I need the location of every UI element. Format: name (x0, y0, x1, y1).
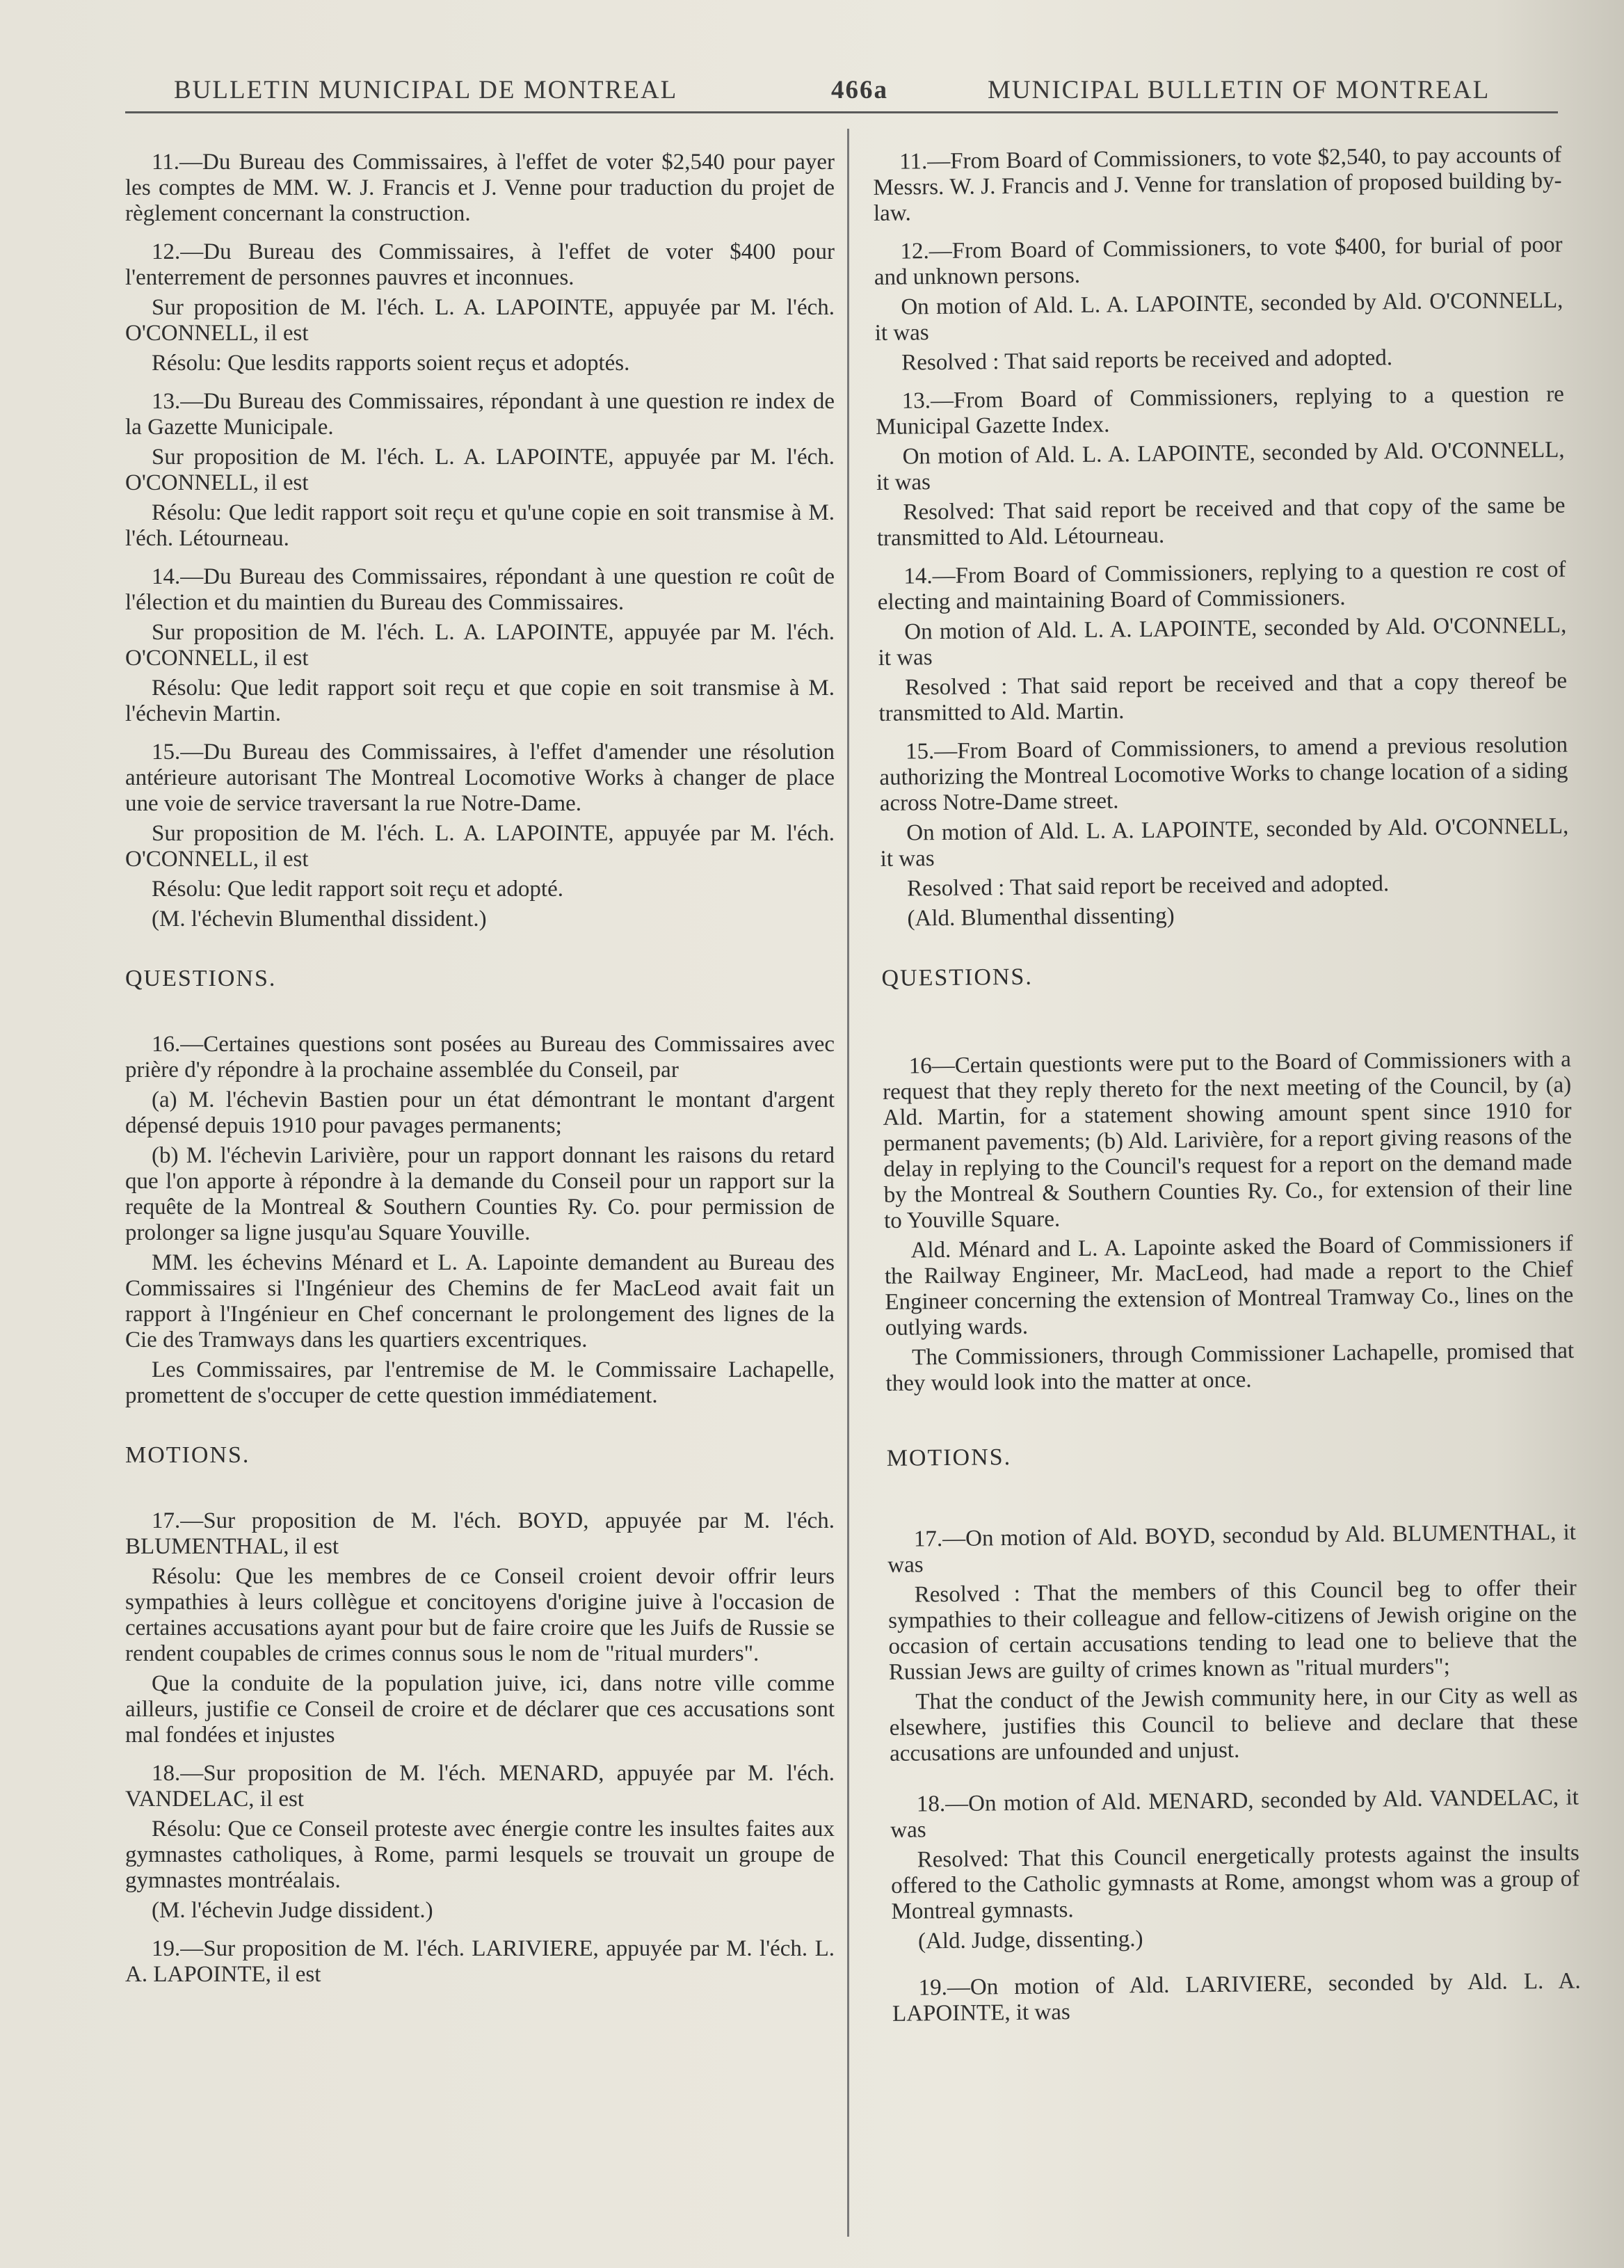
item-14-resolution-en: Resolved : That said report be received and that a copy thereof be transmitted to Ald. Martin. (878, 668, 1568, 726)
item-13-en: 13.—From Board of Commissioners, replying to a question re Municipal Gazette Index. (875, 381, 1564, 440)
item-14-resolution-fr: Résolu: Que ledit rapport soit reçu et que copie en soit transmise à M. l'échevin Martin. (125, 676, 835, 726)
item-12-en: 12.—From Board of Commissioners, to vote $400, for burial of poor and unknown persons. (874, 232, 1563, 290)
item-16-en: 16—Certain questionts were put to the Board of Commissioners with a request that they reply thereto for the next meeting of the Council, by (a) Ald. Martin, for a statement showing amount spent since 1910 for permanent pavements; (b) Ald. Larivière, for a report giving reasons of the delay in replying to the Council's request for a report on the demand made by the Montreal & Southern Counties Ry. Co., for extension of their line to Youville Square. (883, 1046, 1573, 1233)
motions-heading-en: MOTIONS. (886, 1444, 1012, 1471)
item-11-fr: 11.—Du Bureau des Commissaires, à l'effet de voter $2,540 pour payer les comptes de MM. W. J. Francis et J. Venne pour traduction du projet de règlement concernant la construction. (125, 150, 835, 226)
item-18-en: 18.—On motion of Ald. MENARD, seconded by Ald. VANDELAC, it was (890, 1784, 1579, 1843)
item-13-resolution-en: Resolved: That said report be received and that copy of the same be transmitted to Ald. Létourneau. (876, 493, 1566, 551)
item-16a-fr: (a) M. l'échevin Bastien pour un état démontrant le montant d'argent dépensé depuis 1910 pour pavages permanents; (125, 1087, 835, 1138)
item-17-resolution-en: Resolved : That the members of this Council beg to offer their sympathies to their colleague and fellow-citizens of Jewish origine on the occasion of certain accusations tending to lead one to believe that the Russian Jews are guilty of crimes known as "ritual murders"; (887, 1575, 1577, 1685)
questions-heading-en: QUESTIONS. (881, 964, 1034, 991)
item-12-resolution-fr: Résolu: Que lesdits rapports soient reçus et adoptés. (152, 351, 630, 376)
item-13-resolution-fr: Résolu: Que ledit rapport soit reçu et qu'une copie en soit transmise à M. l'éch. Létourneau. (125, 500, 835, 551)
item-17-fr: 17.—Sur proposition de M. l'éch. BOYD, appuyée par M. l'éch. BLUMENTHAL, il est (125, 1508, 835, 1559)
item-19-fr: 19.—Sur proposition de M. l'éch. LARIVIERE, appuyée par M. l'éch. L. A. LAPOINTE, il est (125, 1936, 835, 1987)
item-18-resolution-fr: Résolu: Que ce Conseil proteste avec énergie contre les insultes faites aux gymnastes catholiques, à Rome, parmi lesquels se trouvait un groupe de gymnastes montréalais. (125, 1816, 835, 1893)
column-divider (847, 129, 849, 2237)
item-12-motion-en: On motion of Ald. L. A. LAPOINTE, seconded by Ald. O'CONNELL, it was (874, 287, 1563, 346)
english-column (873, 143, 1581, 2031)
item-14-fr: 14.—Du Bureau des Commissaires, répondant à une question re coût de l'élection et du maintien du Bureau des Commissaires. (125, 564, 835, 615)
page-header (160, 70, 1537, 111)
item-16b-en: Ald. Ménard and L. A. Lapointe asked the Board of Commissioners if the Railway Engineer, Mr. MacLeod, had made a report to the Chief Engineer concerning the extension of Montreal Tramway Co., lines on the outlying wards. (884, 1231, 1574, 1341)
item-16-fr: 16.—Certaines questions sont posées au Bureau des Commissaires avec prière d'y répondre à la prochaine assemblée du Conseil, par (125, 1032, 835, 1083)
item-16d-fr: Les Commissaires, par l'entremise de M. le Commissaire Lachapelle, promettent de s'occuper de cette question immédiatement. (125, 1357, 835, 1408)
french-title: BULLETIN MUNICIPAL DE MONTREAL (174, 76, 678, 104)
item-13-motion-fr: Sur proposition de M. l'éch. L. A. LAPOINTE, appuyée par M. l'éch. O'CONNELL, il est (125, 445, 835, 495)
item-11-en: 11.—From Board of Commissioners, to vote $2,540, to pay accounts of Messrs. W. J. Francis and J. Venne for translation of proposed building by-law. (873, 142, 1562, 226)
item-19-en: 19.—On motion of Ald. LARIVIERE, seconded by Ald. L. A. LAPOINTE, it was (892, 1968, 1581, 2027)
item-15-en: 15.—From Board of Commissioners, to amend a previous resolution authorizing the Montreal Locomotive Works to change location of a siding across Notre-Dame street. (879, 732, 1568, 816)
item-13-motion-en: On motion of Ald. L. A. LAPOINTE, seconded by Ald. O'CONNELL, it was (876, 437, 1565, 495)
item-15-dissent-fr: (M. l'échevin Blumenthal dissident.) (152, 907, 487, 932)
item-18-dissent-fr: (M. l'échevin Judge dissident.) (152, 1898, 433, 1923)
item-17-resolution-fr: Résolu: Que les membres de ce Conseil croient devoir offrir leurs sympathies à leurs collègue et concitoyens d'origine juive à l'occasion de certaines accusations ayant pour but de faire croire que les Juifs de Russie se rendent coupables de crimes connus sous le nom de "ritual murders". (125, 1564, 835, 1666)
item-16c-fr: MM. les échevins Ménard et L. A. Lapointe demandent au Bureau des Commissaires si l'Ingénieur des Chemins de fer MacLeod avait fait un rapport à l'Ingénieur en Chef concernant le prolongement des lignes de la Cie des Tramways dans les quartiers excentriques. (125, 1250, 835, 1352)
french-column (125, 150, 835, 1992)
item-18-fr: 18.—Sur proposition de M. l'éch. MENARD, appuyée par M. l'éch. VANDELAC, il est (125, 1761, 835, 1812)
item-17-conduct-en: That the conduct of the Jewish community here, in our City as well as elsewhere, justifies this Council to believe and declare that these accusations are unfounded and unjust. (889, 1682, 1578, 1766)
item-15-motion-fr: Sur proposition de M. l'éch. L. A. LAPOINTE, appuyée par M. l'éch. O'CONNELL, il est (125, 821, 835, 872)
item-15-dissent-en: (Ald. Blumenthal dissenting) (907, 903, 1175, 932)
item-14-en: 14.—From Board of Commissioners, replying to a question re cost of electing and maintaining Board of Commissioners. (877, 557, 1566, 615)
item-14-motion-fr: Sur proposition de M. l'éch. L. A. LAPOINTE, appuyée par M. l'éch. O'CONNELL, il est (125, 620, 835, 671)
item-14-motion-en: On motion of Ald. L. A. LAPOINTE, seconded by Ald. O'CONNELL, it was (878, 612, 1567, 671)
item-17-conduct-fr: Que la conduite de la population juive, ici, dans notre ville comme ailleurs, justifie ce Conseil de croire et de déclarer que ces accusations sont mal fondées et injustes (125, 1671, 835, 1748)
item-17-en: 17.—On motion of Ald. BOYD, secondud by Ald. BLUMENTHAL, it was (887, 1519, 1577, 1578)
item-16c-en: The Commissioners, through Commissioner Lachapelle, promised that they would look into the matter at once. (885, 1338, 1575, 1396)
english-title: MUNICIPAL BULLETIN OF MONTREAL (988, 76, 1490, 104)
item-15-resolution-fr: Résolu: Que ledit rapport soit reçu et adopté. (152, 877, 564, 902)
motions-heading-fr: MOTIONS. (125, 1442, 250, 1468)
item-18-dissent-en: (Ald. Judge, dissenting.) (917, 1926, 1143, 1954)
questions-heading-fr: QUESTIONS. (125, 966, 277, 991)
item-12-fr: 12.—Du Bureau des Commissaires, à l'effet de voter $400 pour l'enterrement de personnes pauvres et inconnues. (125, 239, 835, 290)
item-15-motion-en: On motion of Ald. L. A. LAPOINTE, seconded by Ald. O'CONNELL, it was (880, 813, 1569, 872)
item-18-resolution-en: Resolved: That this Council energetically protests against the insults offered to the Catholic gymnasts at Rome, amongst whom was a group of Montreal gymnasts. (890, 1840, 1580, 1924)
item-12-motion-fr: Sur proposition de M. l'éch. L. A. LAPOINTE, appuyée par M. l'éch. O'CONNELL, il est (125, 295, 835, 346)
item-16b-fr: (b) M. l'échevin Larivière, pour un rapport donnant les raisons du retard que l'on apporte à répondre à la demande du Conseil pour un rapport sur la requête de la Montreal & Southern Counties Ry. Co. pour permission de prolonger sa ligne jusqu'au Square Youville. (125, 1143, 835, 1245)
item-15-fr: 15.—Du Bureau des Commissaires, à l'effet d'amender une résolution antérieure autorisant The Montreal Locomotive Works à changer de place une voie de service traversant la rue Notre-Dame. (125, 740, 835, 816)
header-rule (125, 111, 1558, 113)
item-13-fr: 13.—Du Bureau des Commissaires, répondant à une question re index de la Gazette Municipale. (125, 389, 835, 440)
item-15-resolution-en: Resolved : That said report be received and adopted. (906, 871, 1390, 902)
item-12-resolution-en: Resolved : That said reports be received and adopted. (901, 345, 1393, 376)
page-number: 466a (831, 76, 888, 104)
